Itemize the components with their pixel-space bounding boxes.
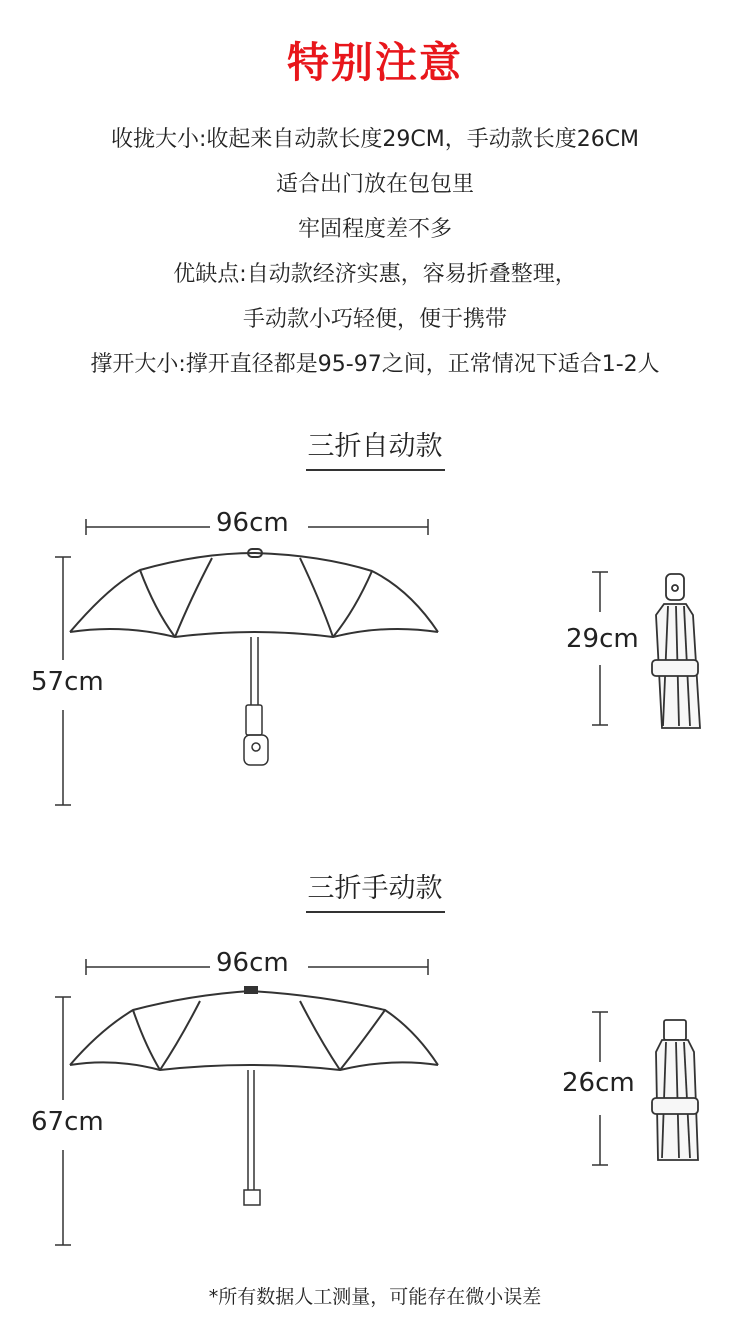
page-title: 特别注意 (286, 38, 463, 87)
section-heading-manual: 三折手动款 (0, 866, 750, 913)
info-line-size: 收拢大小:收起来自动款长度29CM，手动款长度26CM (110, 127, 640, 152)
info-line-sturdiness: 牢固程度差不多 (297, 217, 452, 242)
section-heading-automatic: 三折自动款 (0, 424, 750, 471)
manual-height-label: 67cm (27, 1107, 108, 1137)
info-line-pros-cons: 优缺点:自动款经济实惠，容易折叠整理， (173, 262, 577, 287)
open-umbrella-automatic (70, 549, 438, 765)
manual-width-label: 96cm (212, 948, 293, 978)
folded-umbrella-manual (652, 1020, 698, 1160)
manual-folded-length-label: 26cm (558, 1068, 639, 1098)
open-umbrella-manual (70, 987, 438, 1205)
automatic-width-label: 96cm (212, 508, 293, 538)
automatic-umbrella-diagram (0, 500, 750, 840)
footer-note: *所有数据人工测量，可能存在微小误差 (208, 1286, 542, 1308)
automatic-folded-length-label: 29cm (562, 624, 643, 654)
info-line-manual-pros: 手动款小巧轻便，便于携带 (242, 307, 507, 332)
manual-umbrella-diagram (0, 945, 750, 1275)
folded-umbrella-automatic (652, 574, 700, 728)
info-line-open-size: 撑开大小:撑开直径都是95-97之间，正常情况下适合1-2人 (90, 352, 660, 377)
info-line-portability: 适合出门放在包包里 (275, 172, 474, 197)
automatic-height-label: 57cm (27, 667, 108, 697)
